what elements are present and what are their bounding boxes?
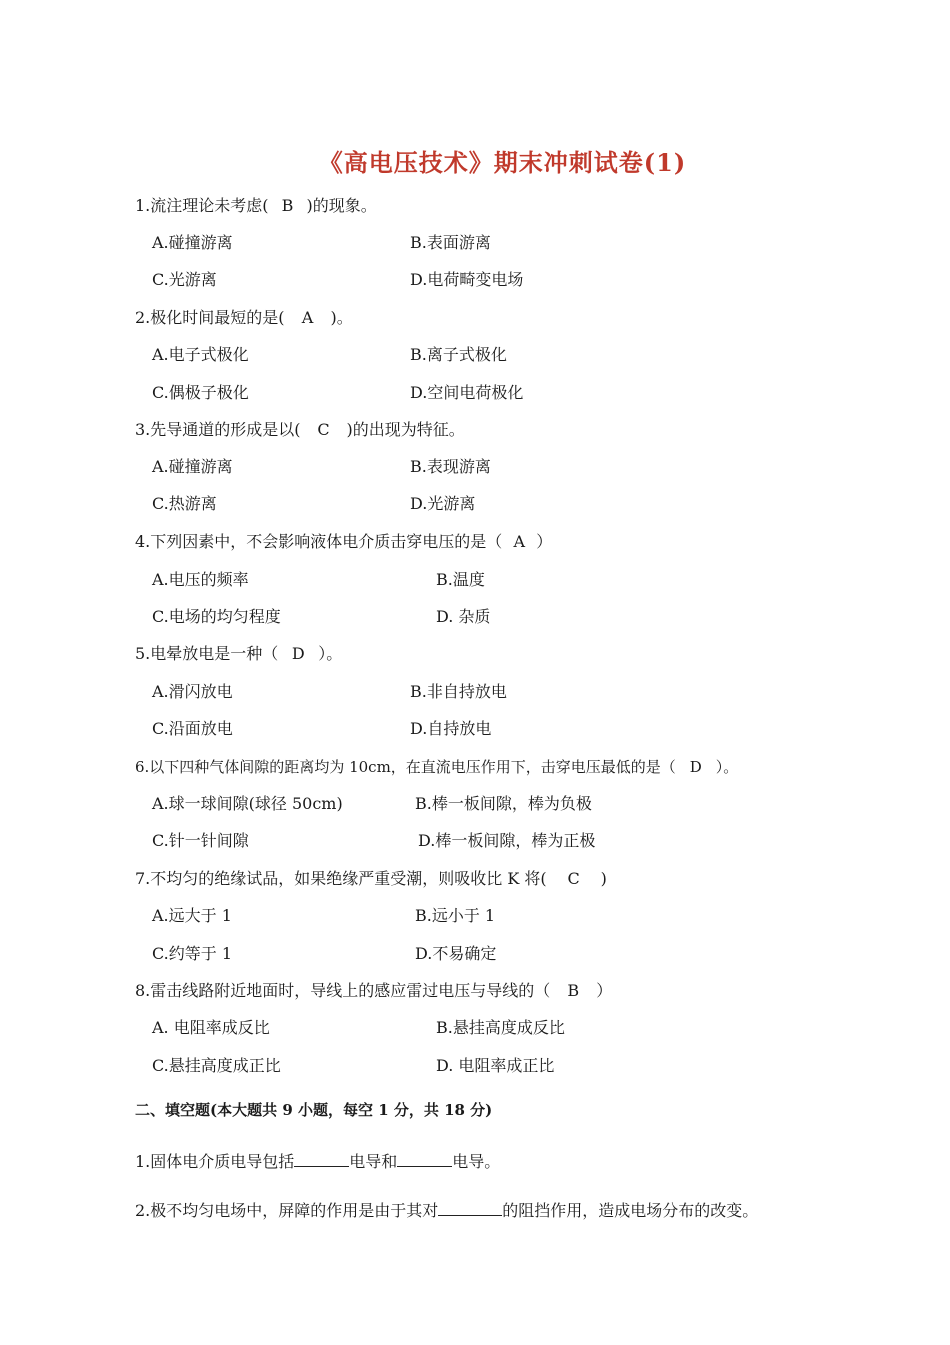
option-a: A.远大于 1 [152, 906, 232, 925]
answer: C [317, 420, 330, 439]
option-b: B.温度 [436, 570, 485, 589]
option-b: B.离子式极化 [410, 345, 507, 364]
fill-in-1: 1.固体电介质电导包括 电导和 电导。 [135, 1152, 501, 1171]
question-4: 4.下列因素中，不会影响液体电介质击穿电压的是（ A ） [135, 532, 553, 551]
option-a: A.碰撞游离 [152, 233, 233, 252]
option-b: B.棒一板间隙，棒为负极 [415, 794, 592, 813]
option-b: B.悬挂高度成反比 [436, 1018, 565, 1037]
option-b: B.表面游离 [410, 233, 491, 252]
answer: C [567, 869, 580, 888]
option-c: C.电场的均匀程度 [152, 607, 281, 626]
option-d: D.空间电荷极化 [410, 383, 524, 402]
question-5: 5.电晕放电是一种（ D ）。 [135, 644, 343, 663]
option-a: A.碰撞游离 [152, 457, 233, 476]
option-c: C.约等于 1 [152, 944, 233, 963]
answer: D [291, 644, 305, 663]
option-a: A.电子式极化 [152, 345, 249, 364]
option-d: D.不易确定 [415, 944, 497, 963]
option-d: D.棒一板间隙，棒为正极 [418, 831, 596, 850]
answer: B [567, 981, 580, 1000]
blank [397, 1150, 452, 1167]
exam-title: 《高电压技术》期末冲刺试卷(1) [318, 148, 687, 177]
option-c: C.悬挂高度成正比 [152, 1056, 281, 1075]
option-a: A. 电阻率成反比 [152, 1018, 270, 1037]
option-b: B.非自持放电 [410, 682, 507, 701]
answer: B [281, 196, 294, 215]
option-c: C.热游离 [152, 494, 217, 513]
option-c: C.针一针间隙 [152, 831, 249, 850]
option-c: C.光游离 [152, 270, 217, 289]
option-c: C.偶极子极化 [152, 383, 249, 402]
fill-in-2: 2.极不均匀电场中，屏障的作用是由于其对 的阻挡作用，造成电场分布的改变。 [135, 1201, 759, 1220]
option-a: A.滑闪放电 [152, 682, 233, 701]
option-b: B.远小于 1 [415, 906, 496, 925]
blank [294, 1150, 349, 1167]
option-b: B.表现游离 [410, 457, 491, 476]
option-c: C.沿面放电 [152, 719, 233, 738]
answer: D [689, 758, 702, 776]
answer: A [513, 532, 526, 551]
question-8: 8.雷击线路附近地面时，导线上的感应雷过电压与导线的（ B ） [135, 981, 613, 1000]
option-a: A.球一球间隙(球径 50cm) [152, 794, 343, 813]
blank [438, 1199, 502, 1216]
option-d: D.自持放电 [410, 719, 492, 738]
question-3: 3.先导通道的形成是以( C )的出现为特征。 [135, 420, 465, 439]
question-6: 6.以下四种气体间隙的距离均为 10cm，在直流电压作用下，击穿电压最低的是（ D ）。 [135, 758, 739, 776]
option-d: D. 电阻率成正比 [436, 1056, 555, 1075]
option-d: D.光游离 [410, 494, 476, 513]
option-d: D.电荷畸变电场 [410, 270, 524, 289]
section-heading: 二、填空题(本大题共 9 小题，每空 1 分，共 18 分) [135, 1101, 493, 1119]
question-7: 7.不均匀的绝缘试品，如果绝缘严重受潮，则吸收比 K 将( C ) [135, 869, 607, 888]
answer: A [301, 308, 314, 327]
question-2: 2.极化时间最短的是( A )。 [135, 308, 353, 327]
option-a: A.电压的频率 [152, 570, 249, 589]
option-d: D. 杂质 [436, 607, 491, 626]
question-1: 1.流注理论未考虑( B )的现象。 [135, 196, 377, 215]
